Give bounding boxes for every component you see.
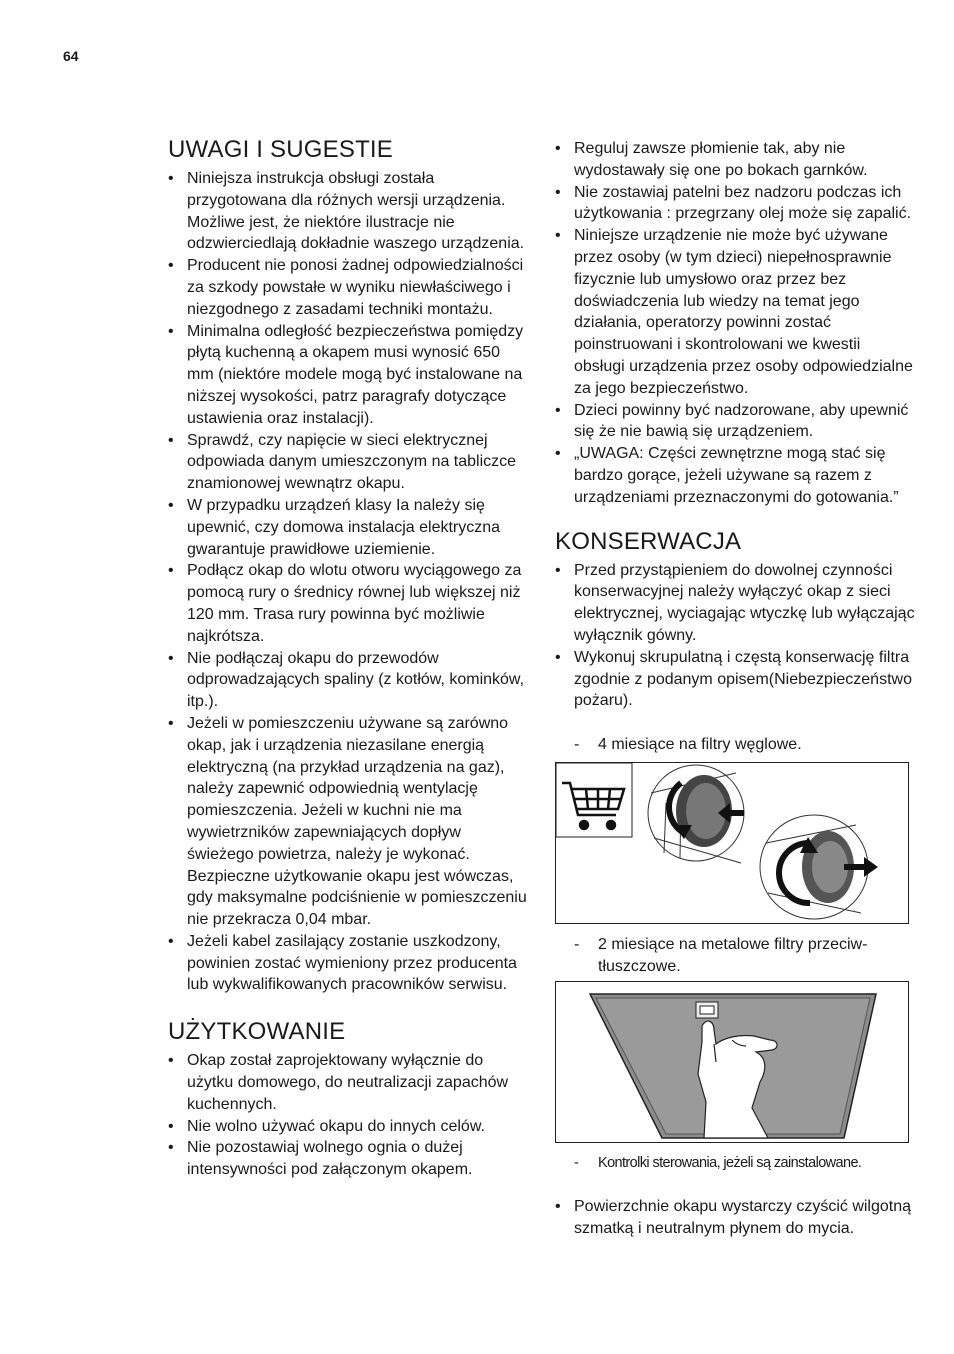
- dash-carbon-filters: - 4 miesiące na filtry węglowe.: [574, 734, 915, 756]
- list-item: • Sprawdź, czy napięcie w sieci elektrycznej odpowiada danym umieszczonym na tabliczce znamionowej wewnątrz okapu.: [168, 430, 528, 495]
- list-item: • Nie pozostawiaj wolnego ognia o dużej intensywności pod załączonym okapem.: [168, 1137, 528, 1181]
- uzytkowanie-list: [168, 1050, 528, 1181]
- heading-uwagi: UWAGI I SUGESTIE: [168, 136, 394, 163]
- dash-grease-filters: - 2 miesiące na metalowe filtry przeciw-tłuszczowe.: [574, 934, 915, 978]
- list-item: • Niniejsze urządzenie nie może być używane przez osoby (w tym dzieci) niepełnosprawnie fizycznie lub umysłowo oraz przez bez doświadczenia lub wiedzy na temat jego działania, operatorzy powinni zostać poinstruowani i skontrolowani we kwestii obsługi urządzenia przez osoby odpowiedzialne za jego bezpieczeństwo.: [555, 225, 915, 399]
- left-column: [168, 136, 528, 1181]
- list-item: • Okap został zaprojektowany wyłącznie do użytku domowego, do neutralizacji zapachów kuchennych.: [168, 1050, 528, 1115]
- list-item: • „UWAGA: Części zewnętrzne mogą stać się bardzo gorące, jeżeli używane są razem z urządzeniami przeznaczonymi do gotowania.”: [555, 443, 915, 508]
- carbon-filter-illustration: [556, 763, 908, 923]
- list-item: • Powierzchnie okapu wystarczy czyścić wilgotną szmatką i neutralnym płynem do mycia.: [555, 1196, 915, 1240]
- heading-konserwacja: KONSERWACJA: [555, 527, 742, 555]
- page-number: 64: [63, 48, 79, 64]
- list-item: • Nie zostawiaj patelni bez nadzoru podczas ich użytkowania : przegrzany olej może się zapalić.: [555, 182, 915, 226]
- uwagi-list: [168, 168, 528, 996]
- list-item: • Podłącz okap do wlotu otworu wyciągowego za pomocą rury o średnicy równej lub większej niż 120 mm. Trasa rury powinna być możliwie najkrótsza.: [168, 560, 528, 647]
- list-item: • W przypadku urządzeń klasy Ia należy się upewnić, czy domowa instalacja elektryczna gwarantuje prawidłowe uziemienie.: [168, 495, 528, 560]
- uzytkowanie-cont-list: [555, 138, 915, 509]
- list-item: • Przed przystąpieniem do dowolnej czynności konserwacyjnej należy wyłączyć okap z sieci elektrycznej, wyciagając wtyczkę lub wyłączając wyłącznik gówny.: [555, 560, 915, 647]
- carbon-filter-figure: [555, 762, 909, 924]
- konserwacja-final-list: [555, 1196, 915, 1240]
- right-column: [555, 138, 915, 1240]
- list-item: • Niniejsza instrukcja obsługi została przygotowana dla różnych wersji urządzenia. Możliwe jest, że niektóre ilustracje nie odzwierciedlają dokładnie waszego urządzenia.: [168, 168, 528, 255]
- dash-controls: - Kontrolki sterowania, jeżeli są zainstalowane.: [574, 1153, 915, 1175]
- list-item: • Nie wolno używać okapu do innych celów.: [168, 1116, 528, 1138]
- heading-uzytkowanie: UŻYTKOWANIE: [168, 1018, 346, 1046]
- grease-filter-figure: [555, 981, 909, 1143]
- list-item: • Reguluj zawsze płomienie tak, aby nie wydostawały się one po bokach garnków.: [555, 138, 915, 182]
- list-item: • Jeżeli kabel zasilający zostanie uszkodzony, powinien zostać wymieniony przez producenta lub wykwalifikowanych pracowników serwisu.: [168, 931, 528, 996]
- list-item: • Dzieci powinny być nadzorowane, aby upewnić się że nie bawią się urządzeniem.: [555, 400, 915, 444]
- list-item: • Jeżeli w pomieszczeniu używane są zarówno okap, jak i urządzenia niezasilane energią elektryczną (na przykład urządzenia na gaz), należy zapewnić odpowiednią wentylację pomieszczenia. Jeżeli w kuchni nie ma wywietrzników zapewniających dopływ świeżego powietrza, należy je wykonać. Bezpieczne użytkowanie okapu jest wówczas, gdy maksymalne podciśnienie w pomieszczeniu nie przekracza 0,04 mbar.: [168, 713, 528, 931]
- list-item: • Producent nie ponosi żadnej odpowiedzialności za szkody powstałe w wyniku niewłaściwego i niezgodnego z zasadami techniki montażu.: [168, 255, 528, 320]
- list-item: • Minimalna odległość bezpieczeństwa pomiędzy płytą kuchenną a okapem musi wynosić 650 mm (niektóre modele mogą być instalowane na niższej wysokości, patrz paragrafy dotyczące ustawienia oraz instalacji).: [168, 321, 528, 430]
- list-item: • Nie podłączaj okapu do przewodów odprowadzających spaliny (z kotłów, kominków, itp.).: [168, 648, 528, 713]
- grease-filter-illustration: [556, 982, 908, 1142]
- filter-handle-latch: [696, 1002, 718, 1018]
- list-item: • Wykonuj skrupulatną i częstą konserwację filtra zgodnie z podanym opisem(Niebezpieczeństwo pożaru).: [555, 647, 915, 712]
- konserwacja-list: [555, 560, 915, 713]
